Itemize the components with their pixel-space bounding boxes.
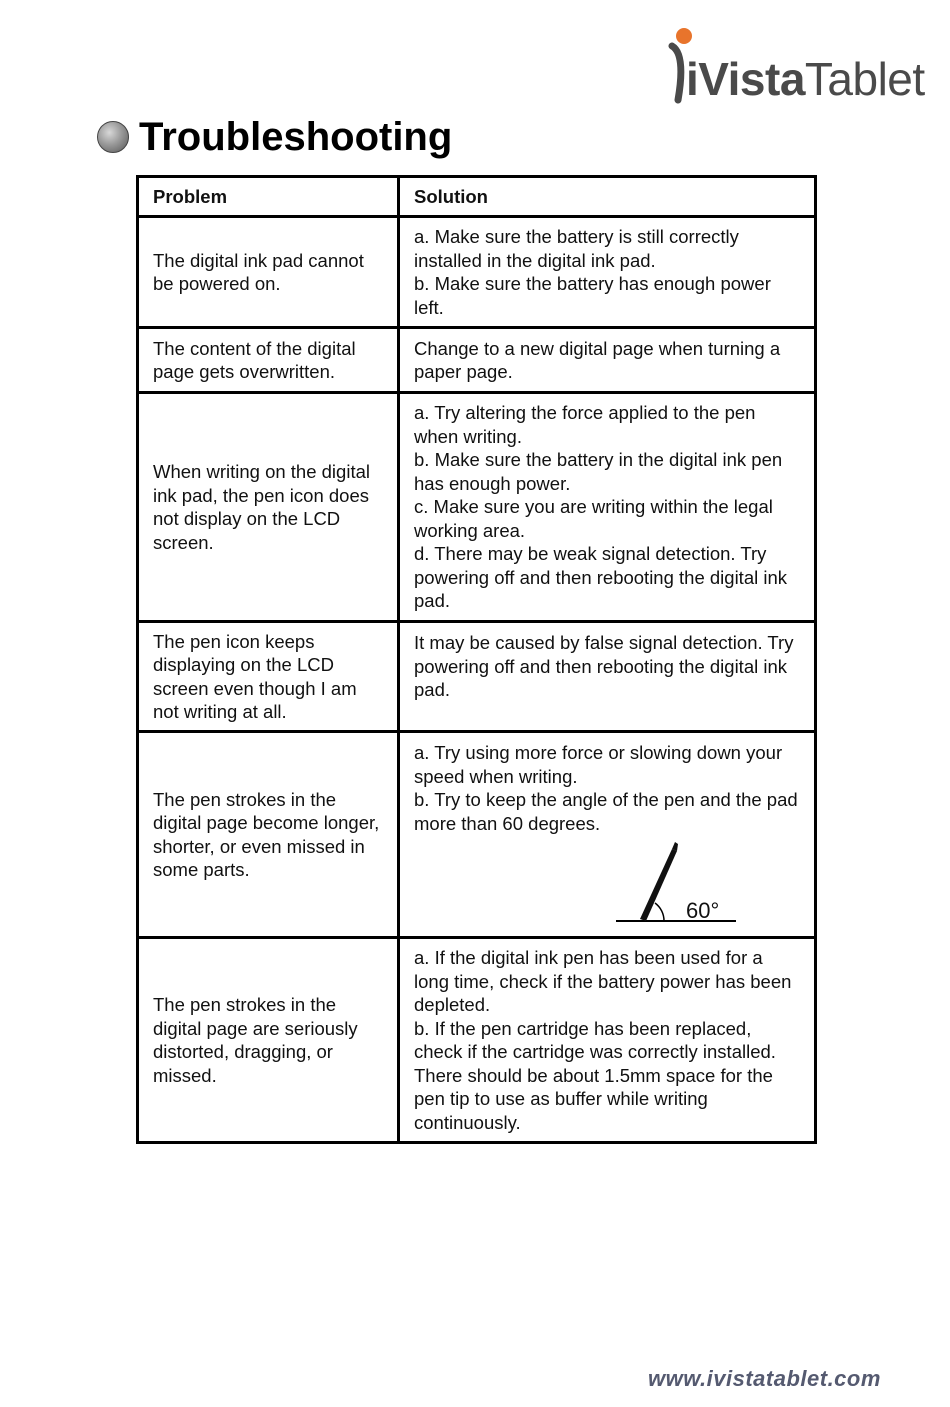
table-row: [138, 938, 816, 1143]
problem-cell: The pen icon keeps displaying on the LCD screen even though I am not writing at all.: [138, 622, 399, 732]
ivista-tablet-logo: [664, 24, 925, 105]
section-heading: [97, 112, 452, 162]
footer-url: www.ivistatablet.com: [648, 1366, 881, 1391]
header-problem: Problem: [138, 177, 399, 217]
solution-cell-with-figure: [399, 732, 816, 938]
table-row: [138, 622, 816, 732]
angle-label: 60°: [686, 898, 720, 923]
solution-cell: It may be caused by false signal detection. Try powering off and then rebooting the digital ink pad.: [399, 622, 816, 732]
logo-tablet: Tablet: [804, 53, 925, 105]
pen-angle-diagram: [606, 841, 776, 927]
problem-cell: The content of the digital page gets overwritten.: [138, 328, 399, 393]
solution-cell: a. If the digital ink pen has been used for a long time, check if the battery power has been depleted. b. If the pen cartridge has been replaced, check if the cartridge was correctly installed. There should be about 1.5mm space for the pen tip to use as buffer while writing continuously.: [399, 938, 816, 1143]
solution-cell: a. Make sure the battery is still correctly installed in the digital ink pad. b. Make sure the battery has enough power left.: [399, 217, 816, 328]
table-row: [138, 393, 816, 622]
problem-cell: The pen strokes in the digital page are seriously distorted, dragging, or missed.: [138, 938, 399, 1143]
solution-cell: a. Try altering the force applied to the pen when writing. b. Make sure the battery in the digital ink pen has enough power. c. Make sure you are writing within the legal working area. d. There may be weak signal detection. Try powering off and then rebooting the digital ink pad.: [399, 393, 816, 622]
table-row: [138, 732, 816, 938]
problem-cell: When writing on the digital ink pad, the pen icon does not display on the LCD screen.: [138, 393, 399, 622]
table-row: [138, 217, 816, 328]
bullet-icon: [97, 121, 129, 153]
table-row: [138, 328, 816, 393]
logo-i: i: [686, 53, 699, 105]
problem-cell: The pen strokes in the digital page become longer, shorter, or even missed in some parts.: [138, 732, 399, 938]
page-title: Troubleshooting: [139, 114, 453, 159]
logo-vista: Vista: [698, 53, 805, 105]
logo-wordmark: [686, 54, 925, 104]
header-solution: Solution: [399, 177, 816, 217]
problem-cell: The digital ink pad cannot be powered on.: [138, 217, 399, 328]
troubleshooting-table: [136, 175, 817, 1144]
solution-text: a. Try using more force or slowing down your speed when writing. b. Try to keep the angle of the pen and the pad more than 60 degrees.: [414, 742, 798, 834]
table-header-row: [138, 177, 816, 217]
solution-cell: Change to a new digital page when turning a paper page.: [399, 328, 816, 393]
